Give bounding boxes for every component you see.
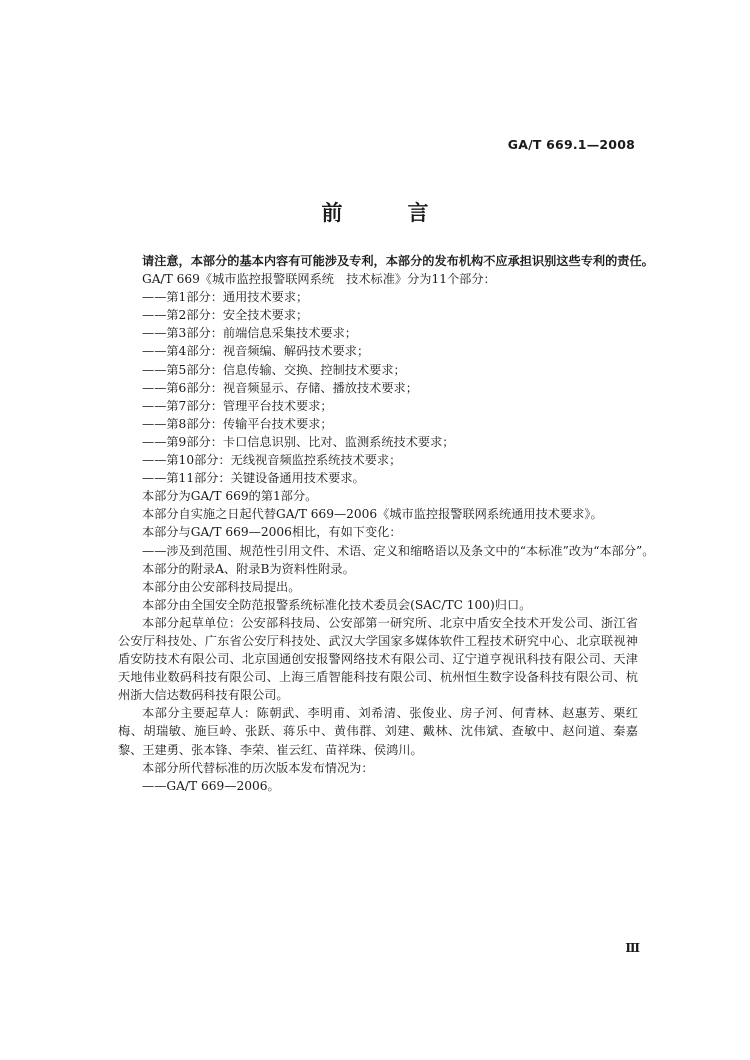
patent-notice: 请注意，本部分的基本内容有可能涉及专利，本部分的发布机构不应承担识别这些专利的责任。 (142, 254, 654, 268)
list-item: ——第2部分：安全技术要求； (142, 308, 309, 323)
paragraph: 本部分由全国安全防范报警系统标准化技术委员会(SAC/TC 100)归口。 (142, 597, 532, 612)
standard-code: GA/T 669.1—2008 (507, 137, 635, 152)
page-number: Ⅲ (625, 941, 640, 955)
paragraph: GA/T 669《城市监控报警联网系统 技术标准》分为11个部分： (142, 272, 496, 287)
list-item: ——第1部分：通用技术要求； (142, 290, 309, 305)
list-item: ——第9部分：卡口信息识别、比对、监测系统技术要求； (142, 434, 455, 449)
list-item: ——第4部分：视音频编、解码技术要求； (142, 344, 370, 359)
list-item: ——涉及到范围、规范性引用文件、术语、定义和缩略语以及条文中的“本标准”改为“本部分”。 (142, 543, 655, 558)
paragraph: 本部分的附录A、附录B为资料性附录。 (142, 561, 355, 576)
list-item: ——第3部分：前端信息采集技术要求； (142, 326, 357, 341)
paragraph: 本部分为GA/T 669的第1部分。 (142, 489, 318, 504)
paragraph: 本部分由公安部科技局提出。 (142, 579, 301, 594)
list-item: ——第7部分：管理平台技术要求； (142, 398, 333, 413)
list-item: ——第11部分：关键设备通用技术要求。 (142, 471, 365, 486)
document-body (118, 252, 655, 795)
list-item: ——第5部分：信息传输、交换、控制技术要求； (142, 362, 406, 377)
list-item: ——第6部分：视音频显示、存储、播放技术要求； (142, 380, 418, 395)
drafting-organizations: 本部分起草单位：公安部科技局、公安部第一研究所、北京中盾安全技术开发公司、浙江省公安厅科技处、广东省公安厅科技处、武汉大学国家多媒体软件工程技术研究中心、北京联视神盾安防技术有限公司、北京国通创安报警网络技术有限公司、辽宁道亨视讯科技有限公司、天津天地伟业数码科技有限公司、上海三盾智能科技有限公司、杭州恒生数字设备科技有限公司、杭州浙大信达数码科技有限公司。 (118, 615, 638, 703)
list-item: ——第10部分：无线视音频监控系统技术要求； (142, 453, 402, 468)
list-item: ——GA/T 669—2006。 (142, 778, 280, 793)
paragraph: 本部分自实施之日起代替GA/T 669—2006《城市监控报警联网系统通用技术要求》。 (142, 507, 603, 522)
paragraph: 本部分与GA/T 669—2006相比，有如下变化： (142, 525, 402, 540)
page-title: 前 言 (321, 201, 451, 225)
paragraph: 本部分所代替标准的历次版本发布情况为： (142, 760, 374, 775)
drafters: 本部分主要起草人：陈朝武、李明甫、刘希清、张俊业、房子河、何青林、赵惠芳、栗红梅、胡瑞敏、施巨岭、张跃、蒋乐中、黄伟群、刘建、戴林、沈伟斌、查敏中、赵问道、秦嘉黎、王建勇、张本锋、李荣、崔云红、苗祥珠、侯鸿川。 (118, 706, 638, 757)
list-item: ——第8部分：传输平台技术要求； (142, 416, 333, 431)
